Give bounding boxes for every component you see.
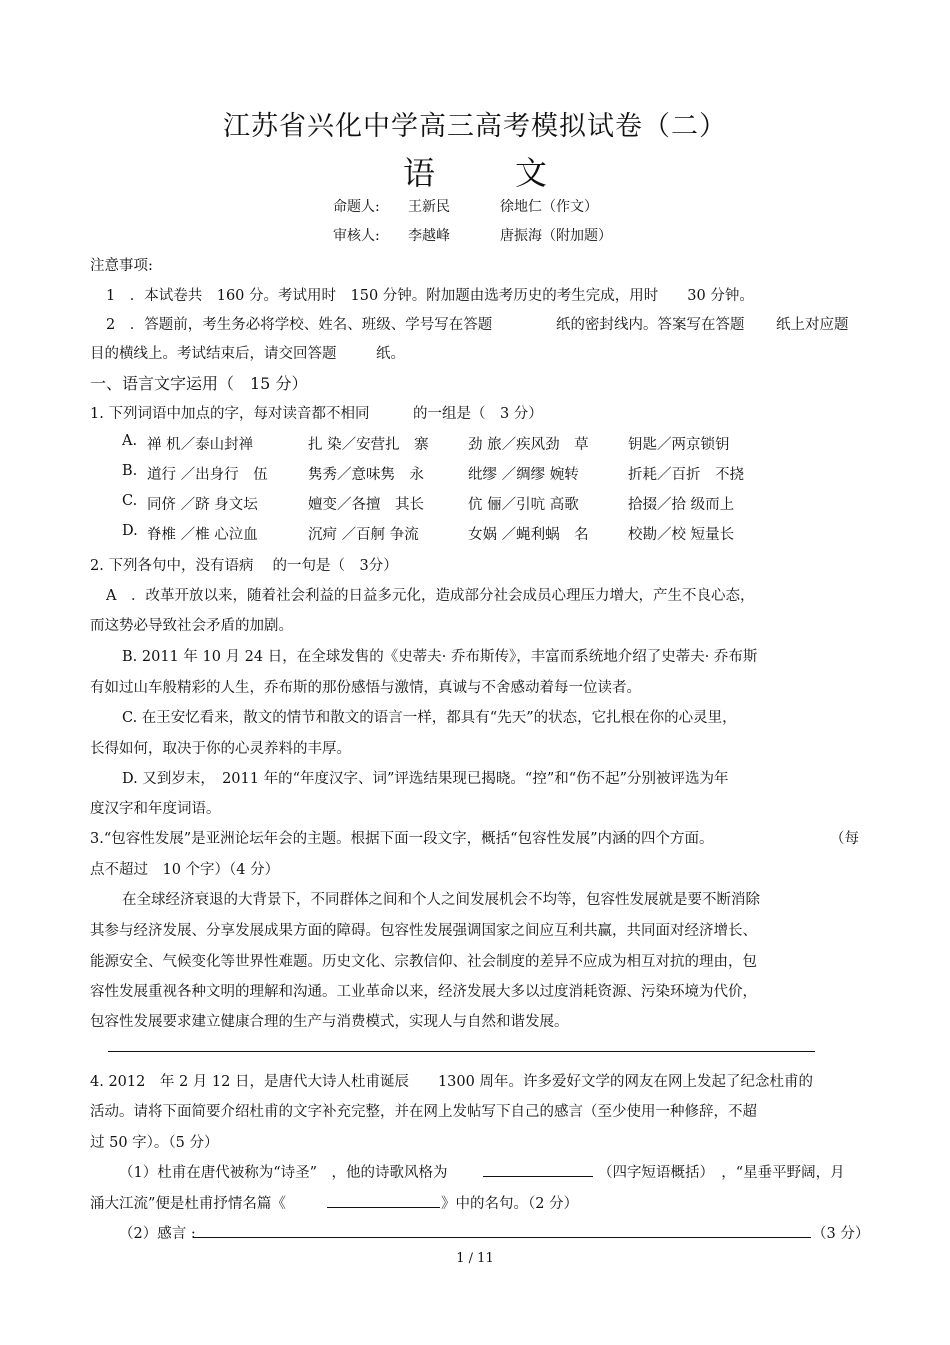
q2-option-b-line-2: 有如过山车般精彩的人生，乔布斯的那份感悟与激情，真诚与不舍感动着每一位读者。 xyxy=(90,680,641,696)
q3-passage-line-4: 容性发展重视各种文明的理解和沟通。工业革命以来，经济发展大多以过度消耗资源、污染环境为代价， xyxy=(90,984,757,1000)
q1-option-b-pair-1: 道行 ／出身行 伍 xyxy=(147,467,268,483)
q1-option-c-pair-4: 拾掇／拾 级而上 xyxy=(628,497,735,513)
q4-sub1-line2-part-b: 》中的名句。（2 分） xyxy=(441,1196,579,1212)
q1-option-b-pair-4: 折耗／百折 不挠 xyxy=(628,467,744,483)
q1-option-c-label: C. xyxy=(122,493,138,509)
q4-sub1-part-b: （四字短语概括） ，“星垂平野阔，月 xyxy=(598,1165,845,1181)
note-2-line2-end: 纸。 xyxy=(376,346,405,362)
q3-passage-line-3: 能源安全、气候变化等世界性难题。历史文化、宗教信仰、社会制度的差异不应成为相互对抗的理由，包 xyxy=(90,954,757,970)
q3-answer-line[interactable] xyxy=(108,1051,815,1052)
q1-option-d-pair-1: 脊椎 ／椎 心泣血 xyxy=(147,527,258,543)
q2-option-c-line-1: C. 在王安忆看来，散文的情节和散文的语言一样，都具有“先天”的状态，它扎根在你的心灵里， xyxy=(122,710,737,726)
section-1-heading: 一、语言文字运用（ 15 分） xyxy=(90,374,308,393)
note-2-part-a: 2 ．答题前，考生务必将学校、姓名、班级、学号写在答题 xyxy=(106,317,493,333)
q1-option-a-pair-4: 钥匙／两京锁钥 xyxy=(628,437,730,453)
subject-title: 语文 xyxy=(402,154,627,192)
exam-title: 江苏省兴化中学高三高考模拟试卷（二） xyxy=(223,111,727,142)
q1-option-c-pair-1: 同侪 ／跻 身文坛 xyxy=(147,497,258,513)
reviewer-2: 唐振海（附加题） xyxy=(500,228,612,244)
q4-stem-line-2: 活动。请将下面简要介绍杜甫的文字补充完整，并在网上发帖写下自己的感言（至少使用一种修辞，不超 xyxy=(90,1104,757,1120)
note-2-part-c: 纸上对应题 xyxy=(776,317,849,333)
reviewer-1: 李越峰 xyxy=(408,228,450,244)
q1-option-c-pair-2: 嬗变／各擅 其长 xyxy=(308,497,424,513)
q4-stem-line-1: 4. 2012 年 2 月 12 日，是唐代大诗人杜甫诞辰 1300 周年。许多爱好文学的网友在网上发起了纪念杜甫的 xyxy=(90,1074,813,1090)
q3-stem-right: （每 xyxy=(830,831,859,847)
q1-option-b-pair-2: 隽秀／意味隽 永 xyxy=(308,467,424,483)
q1-option-a-pair-2: 扎 染／安营扎 寨 xyxy=(308,437,429,453)
q1-option-d-pair-4: 校勘／校 短量长 xyxy=(628,527,735,543)
q1-option-d-pair-2: 沉疴 ／百舸 争流 xyxy=(308,527,419,543)
q3-stem: 3.“包容性发展”是亚洲论坛年会的主题。根据下面一段文字，概括“包容性发展”内涵的四个方面。 xyxy=(90,831,714,847)
q4-sub1-part-a: （1）杜甫在唐代被称为“诗圣” ，他的诗歌风格为 xyxy=(119,1165,448,1181)
q1-option-a-pair-3: 劲 旅／疾风劲 草 xyxy=(468,437,589,453)
q1-stem: 1. 下列词语中加点的字，每对读音都不相同 的一组是（ 3 分） xyxy=(90,406,543,422)
q3-passage-line-5: 包容性发展要求建立健康合理的生产与消费模式，实现人与自然和谐发展。 xyxy=(90,1014,569,1030)
q4-sub2-score: （3 分） xyxy=(812,1226,870,1242)
q1-option-a-pair-1: 禅 机／泰山封禅 xyxy=(147,437,254,453)
q2-stem: 2. 下列各句中，没有语病 的一句是（ 3分） xyxy=(90,558,398,574)
q4-reflection-line[interactable] xyxy=(193,1237,811,1238)
q4-poem-title-blank[interactable] xyxy=(327,1207,440,1208)
q1-option-a-label: A. xyxy=(122,433,138,449)
note-2-part-b: 纸的密封线内。答案写在答题 xyxy=(556,317,745,333)
q2-option-a-line-1: A ．改革开放以来，随着社会利益的日益多元化，造成部分社会成员心理压力增大，产生不良心态， xyxy=(106,588,755,604)
q4-style-blank[interactable] xyxy=(483,1176,593,1177)
page-number: 1 / 11 xyxy=(456,1251,494,1266)
q3-stem-line-2: 点不超过 10 个字）（4 分） xyxy=(90,862,280,878)
q3-passage-line-2: 其参与经济发展、分享发展成果方面的障碍。包容性发展强调国家之间应互利共赢，共同面对经济增长、 xyxy=(90,923,757,939)
q2-option-d-line-1: D. 又到岁末， 2011 年的“年度汉字、词”评选结果现已揭晓。“控”和“伤不起”分别被评选为年 xyxy=(122,771,729,787)
q1-option-d-label: D. xyxy=(122,523,138,539)
q1-option-d-pair-3: 女娲 ／蝇利蜗 名 xyxy=(468,527,589,543)
setter-2: 徐地仁（作文） xyxy=(500,199,598,215)
q2-option-b-line-1: B. 2011 年 10 月 24 日，在全球发售的《史蒂夫· 乔布斯传》，丰富而系统地介绍了史蒂夫· 乔布斯 xyxy=(122,649,758,665)
q1-option-b-pair-3: 纰缪 ／绸缪 婉转 xyxy=(468,467,579,483)
q1-option-c-pair-3: 伉 俪／引吭 高歌 xyxy=(468,497,579,513)
reviewer-label: 审核人: xyxy=(333,228,380,244)
q1-option-b-label: B. xyxy=(122,463,138,479)
q4-stem-line-3: 过 50 字）。（5 分） xyxy=(90,1135,219,1151)
setter-label: 命题人: xyxy=(333,199,380,215)
q4-sub2-label: （2）感言 : xyxy=(119,1226,196,1242)
q3-passage-line-1: 在全球经济衰退的大背景下，不同群体之间和个人之间发展机会不均等，包容性发展就是要不断消除 xyxy=(122,892,760,908)
notes-heading: 注意事项: xyxy=(90,258,153,274)
note-1: 1 ．本试卷共 160 分。考试用时 150 分钟。附加题由选考历史的考生完成，用时 30 分钟。 xyxy=(106,288,754,304)
q2-option-a-line-2: 而这势必导致社会矛盾的加剧。 xyxy=(90,618,293,634)
q4-sub1-line2-part-a: 涌大江流”便是杜甫抒情名篇《 xyxy=(90,1196,286,1212)
note-2-line2: 目的横线上。考试结束后，请交回答题 xyxy=(90,346,337,362)
q2-option-d-line-2: 度汉字和年度词语。 xyxy=(90,801,221,817)
setter-1: 王新民 xyxy=(408,199,450,215)
q2-option-c-line-2: 长得如何，取决于你的心灵养料的丰厚。 xyxy=(90,741,351,757)
